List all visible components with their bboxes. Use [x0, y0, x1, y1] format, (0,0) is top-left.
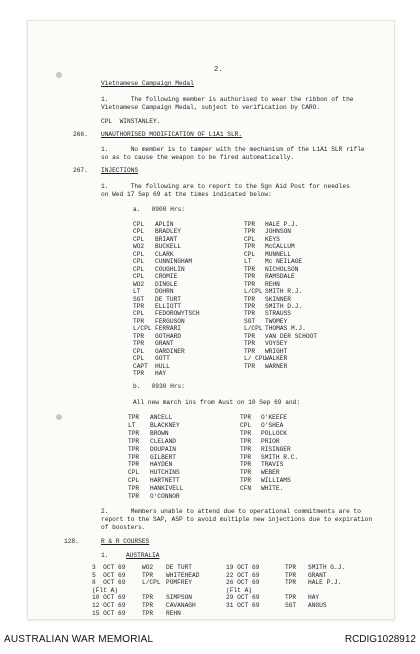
rank-cell: TPR — [285, 594, 297, 602]
archive-footer — [0, 630, 420, 654]
rank-cell: L/ CPL — [244, 355, 267, 363]
rank-cell: TPR — [133, 317, 145, 325]
name-cell: Mc NEILAGE — [265, 258, 303, 266]
paragraph-line: 1. The following member is authorised to wear the ribbon of the — [101, 96, 354, 103]
name-cell: HALE P.J. — [308, 579, 342, 587]
rank-cell: TPR — [244, 273, 256, 281]
rank-cell: TPR — [244, 280, 256, 288]
rank-cell: CPL — [128, 477, 140, 485]
name-cell: McCALLUM — [265, 243, 295, 251]
rank-cell: TPR — [133, 332, 145, 340]
name-cell: THOMAS M.J. — [265, 325, 306, 333]
name-cell: JOHNSON — [265, 228, 291, 236]
rank-cell: CPL — [133, 235, 145, 243]
paragraph-line: 1. No member is to tamper with the mechanism of the L1A1 SLR rifle — [101, 146, 365, 153]
name-cell: TRAVIS — [261, 461, 284, 469]
rank-cell: TPR — [244, 243, 256, 251]
section-heading-campaign-medal: Vietnamese Campaign Medal — [101, 80, 194, 87]
name-cell: HAY — [308, 594, 320, 602]
name-cell: FERRARI — [155, 325, 181, 333]
name-cell: DOHRN — [155, 288, 174, 296]
name-cell: HARTNETT — [150, 477, 180, 485]
name-cell: O'SHEA — [261, 421, 284, 429]
name-cell: WILLIAMS — [261, 477, 291, 485]
rank-cell: TPR — [240, 437, 252, 445]
rank-cell: WO2 — [133, 243, 145, 251]
subsection-number: 1. — [101, 552, 109, 559]
rank-cell: TPR — [128, 437, 140, 445]
name-cell: BUCKELL — [155, 243, 181, 251]
name-cell: KEYS — [265, 235, 280, 243]
rank-cell: TPR — [240, 414, 252, 421]
name-cell: DINGLE — [155, 280, 178, 288]
name-cell: GRANT — [308, 571, 327, 579]
name-cell: L/CPL — [142, 579, 161, 587]
name-cell: 26 OCT 69 — [226, 579, 260, 587]
rank-cell: TPR — [128, 445, 140, 453]
rank-cell: CPL — [244, 250, 256, 258]
rank-cell: TPR — [128, 485, 140, 493]
name-cell: WALKER — [265, 355, 288, 363]
rank-cell: CPL — [128, 469, 140, 477]
name-cell: SMITH D.J. — [265, 302, 303, 310]
rank-cell: SIMPSON — [166, 594, 192, 602]
name-cell: REHN — [265, 280, 280, 288]
rank-cell: 3 OCT 69 — [92, 564, 126, 571]
name-cell: DE TURT — [155, 295, 181, 303]
name-cell: TPR — [142, 571, 154, 579]
name-cell: CLARK — [155, 250, 174, 258]
sublist-label-a: a. 0900 Hrs: — [133, 206, 185, 213]
name-cell: SKINNER — [265, 295, 291, 303]
archive-reference: RCDIG1028912 — [344, 634, 416, 645]
rank-cell: LT — [244, 258, 252, 266]
name-cell: ANGUS — [308, 602, 327, 609]
section-number: 267. — [73, 167, 88, 174]
rank-cell: SGT — [244, 317, 256, 325]
name-cell: 31 OCT 69 — [226, 602, 260, 609]
paragraph-line: so as to cause the weapon to be fired automatically. — [101, 154, 295, 161]
rank-cell: POMFREY — [166, 579, 192, 587]
rank-cell: CPL — [133, 228, 145, 236]
rank-cell: TPR — [133, 302, 145, 310]
rank-cell: TPR — [244, 362, 256, 370]
rank-cell: TPR — [128, 414, 140, 421]
section-number: 266. — [73, 131, 88, 138]
name-cell: GRANT — [155, 340, 174, 348]
name-cell: TPR — [142, 609, 154, 617]
rank-cell: TPR — [244, 347, 256, 355]
name-cell: SMITH R.C. — [261, 453, 299, 461]
name-cell: WHITE. — [261, 485, 284, 493]
name-cell: ANCELL — [150, 414, 173, 421]
rank-cell: TPR — [244, 228, 256, 236]
section-heading-injections: INJECTIONS — [101, 167, 139, 174]
paragraph-line: of boosters. — [101, 524, 146, 531]
rank-cell: CPL — [133, 258, 145, 266]
name-cell: O'KEEFE — [261, 414, 287, 421]
rank-cell: TPR — [133, 340, 145, 348]
rank-cell: L/CPL — [133, 325, 152, 333]
name-cell: GOTT — [155, 355, 170, 363]
name-cell: VAN DER SCHOOT — [265, 332, 317, 340]
name-cell: BRIANT — [155, 235, 178, 243]
name-cell: GILBERT — [150, 453, 176, 461]
name-cell: WEBER — [261, 469, 280, 477]
name-cell: BRADLEY — [155, 228, 181, 236]
name-cell: BLACKNEY — [150, 421, 180, 429]
member-name: CPL WINSTANLEY. — [101, 118, 161, 125]
rank-cell: TPR — [240, 445, 252, 453]
punch-hole — [56, 414, 62, 420]
paragraph-line: report to the SAP, ASP to avoid multiple new injections due to expiration — [101, 516, 373, 523]
rank-cell: CFN — [240, 485, 252, 493]
rank-cell: LT — [128, 421, 136, 429]
rank-cell: CPL — [244, 235, 256, 243]
rank-cell: L/CPL — [244, 288, 263, 296]
rank-cell: 12 OCT 69 — [92, 602, 126, 609]
name-cell: NICHOLSON — [265, 265, 299, 273]
paragraph-line: on Wed 17 Sep 69 at the times indicated below: — [101, 191, 272, 198]
rank-cell: TPR — [244, 295, 256, 303]
rank-cell: DE TURT — [166, 564, 192, 571]
rank-cell: 8 OCT 69 — [92, 579, 126, 587]
rank-cell: TPR — [285, 571, 297, 579]
rank-cell: SGT — [133, 295, 145, 303]
name-cell: RAMSDALE — [265, 273, 295, 281]
rank-cell: CPL — [240, 421, 252, 429]
name-cell: FERGUSON — [155, 317, 185, 325]
rank-cell: TPR — [244, 310, 256, 318]
rank-cell: CAVANAGH — [166, 602, 196, 609]
rank-cell: WO2 — [133, 280, 145, 288]
name-cell: GOTHARD — [155, 332, 181, 340]
rank-cell: LT — [133, 288, 141, 296]
page-number: 2. — [214, 66, 223, 74]
name-cell: SMITH R.J. — [265, 288, 303, 296]
paragraph-line: Vietnamese Campaign Medal, subject to verification by CARO. — [101, 104, 321, 111]
archive-name: AUSTRALIAN WAR MEMORIAL — [4, 634, 154, 645]
name-cell: PRIOR — [261, 437, 280, 445]
rank-cell: SGT — [285, 602, 297, 609]
rank-cell: TPR — [240, 469, 252, 477]
name-cell: MUNNELL — [265, 250, 291, 258]
name-cell: ELLIOTT — [155, 302, 181, 310]
name-cell: WO2 — [142, 564, 154, 571]
rank-cell: CPL — [133, 265, 145, 273]
rank-cell: 5 OCT 69 — [92, 571, 126, 579]
rank-cell: TPR — [240, 453, 252, 461]
name-cell: 29 OCT 69 — [226, 594, 260, 602]
name-cell: HULL — [155, 362, 170, 370]
rank-cell: TPR — [240, 461, 252, 469]
name-cell: CROMIE — [155, 273, 178, 281]
section-number: 128. — [64, 538, 79, 545]
rank-cell: TPR — [128, 453, 140, 461]
paragraph-line: 1. The following are to report to the Sgn Aid Post for needles — [101, 183, 350, 190]
paragraph-line: 2. Members unable to attend due to operational commitments are to — [101, 508, 361, 515]
rank-cell: CPL — [133, 347, 145, 355]
rank-cell: CPL — [133, 310, 145, 318]
rank-cell: TPR — [133, 370, 145, 377]
punch-hole — [56, 72, 62, 78]
rank-cell: TPR — [240, 477, 252, 485]
rank-cell: TPR — [244, 340, 256, 348]
rank-cell: L/CPL — [244, 325, 263, 333]
rank-cell: TPR — [244, 302, 256, 310]
name-cell: HALE P.J. — [265, 221, 299, 228]
sublist-label-b: b. 0930 Hrs: — [133, 383, 185, 390]
name-cell: RISINGER — [261, 445, 291, 453]
sublist-intro-b: All new march ins from Aust on 10 Sep 69 and: — [133, 399, 301, 406]
name-cell: GARDINER — [155, 347, 185, 355]
name-cell: 22 OCT 69 — [226, 571, 260, 579]
name-cell: TWOMEY — [265, 317, 288, 325]
rank-cell: TPR — [128, 429, 140, 437]
name-cell: CUNNINGHAM — [155, 258, 193, 266]
rank-cell: REHN — [166, 609, 181, 617]
rank-cell: 10 OCT 69 — [92, 594, 126, 602]
name-cell: POLLOCK — [261, 429, 287, 437]
section-heading-rr: R & R COURSES — [101, 538, 150, 545]
name-cell: FEDOROWYTSCH — [155, 310, 200, 318]
name-cell: DOUPAIN — [150, 445, 176, 453]
rank-cell: TPR — [285, 579, 297, 587]
name-cell: CLELAND — [150, 437, 176, 445]
rank-cell: CPL — [133, 221, 145, 228]
name-cell: APLIN — [155, 221, 174, 228]
rank-cell: TPR — [128, 461, 140, 469]
name-cell: (Flt A) — [226, 586, 252, 594]
name-cell: O'CONNOR — [150, 493, 180, 500]
name-cell: COUGHLIN — [155, 265, 185, 273]
name-cell: STRAUSS — [265, 310, 291, 318]
rank-cell: TPR — [128, 493, 140, 500]
name-cell: HAYDEN — [150, 461, 173, 469]
name-cell: WARNER — [265, 362, 288, 370]
name-cell: HUTCHINS — [150, 469, 180, 477]
rank-cell: 15 OCT 69 — [92, 609, 126, 617]
rank-cell: CPL — [133, 355, 145, 363]
name-cell: SMITH G.J. — [308, 564, 346, 571]
rank-cell: TPR — [244, 221, 256, 228]
rank-cell: (Flt A) — [92, 586, 118, 594]
name-cell: VOYSEY — [265, 340, 288, 348]
name-cell: 19 OCT 69 — [226, 564, 260, 571]
name-cell: TPR — [142, 602, 154, 609]
name-cell: HAY — [155, 370, 167, 377]
name-cell: WRIGHT — [265, 347, 288, 355]
name-cell: TPR — [142, 594, 154, 602]
subsection-heading-australia: AUSTRALIA — [126, 552, 160, 559]
rank-cell: WHITEHEAD — [166, 571, 200, 579]
rank-cell: TPR — [244, 332, 256, 340]
rank-cell: CAPT — [133, 362, 148, 370]
rank-cell: TPR — [240, 429, 252, 437]
rank-cell: TPR — [285, 564, 297, 571]
name-cell: BROWN — [150, 429, 169, 437]
rank-cell: CPL — [133, 273, 145, 281]
name-cell: HANKIVELL — [150, 485, 184, 493]
rank-cell: TPR — [244, 265, 256, 273]
section-heading-slr: UNAUTHORISED MODIFICATION OF L1A1 SLR. — [101, 131, 243, 138]
rank-cell: CPL — [133, 250, 145, 258]
